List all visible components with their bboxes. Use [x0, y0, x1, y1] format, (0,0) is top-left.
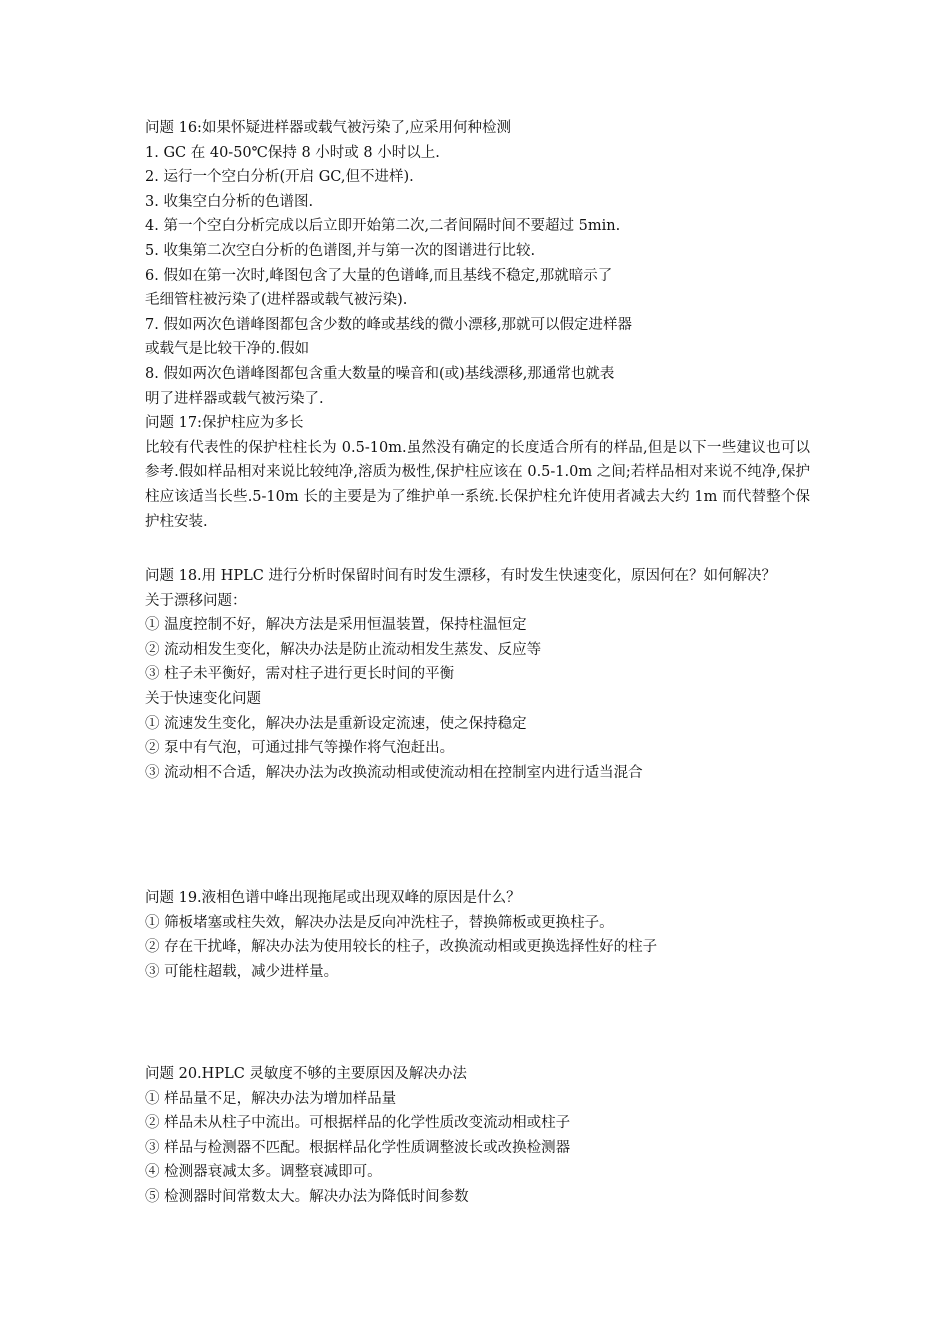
q16-line-2: 2. 运行一个空白分析(开启 GC,但不进样). [145, 169, 414, 186]
q18-drift-item-3: ③ 柱子未平衡好，需对柱子进行更长时间的平衡 [145, 666, 455, 683]
q16-line-5: 5. 收集第二次空白分析的色谱图,并与第一次的图谱进行比较. [145, 242, 536, 259]
q19-item-2: ② 存在干扰峰，解决办法为使用较长的柱子，改换流动相或更换选择性好的柱子 [145, 939, 658, 956]
section-q18 [145, 564, 810, 785]
q16-title: 问题 16:如果怀疑进样器或载气被污染了,应采用何种检测 [145, 120, 512, 136]
q18-drift-item-2: ② 流动相发生变化，解决办法是防止流动相发生蒸发、反应等 [145, 641, 542, 658]
q16-line-9: 或载气是比较干净的.假如 [145, 341, 310, 358]
section-q19 [145, 886, 810, 984]
q20-title: 问题 20.HPLC 灵敏度不够的主要原因及解决办法 [145, 1066, 467, 1082]
q18-drift-heading: 关于漂移问题： [145, 592, 247, 609]
q16-line-11: 明了进样器或载气被污染了. [145, 390, 324, 407]
q20-item-2: ② 样品未从柱子中流出。可根据样品的化学性质改变流动相或柱子 [145, 1115, 571, 1132]
q16-line-7: 毛细管柱被污染了(进样器或载气被污染). [145, 292, 408, 309]
section-q20 [145, 1062, 810, 1210]
q18-fast-heading: 关于快速变化问题 [145, 690, 261, 707]
q16-line-3: 3. 收集空白分析的色谱图. [145, 193, 314, 210]
q16-line-6: 6. 假如在第一次时,峰图包含了大量的色谱峰,而且基线不稳定,那就暗示了 [145, 267, 613, 284]
q17-title: 问题 17:保护柱应为多长 [145, 415, 304, 432]
q19-item-1: ① 筛板堵塞或柱失效，解决办法是反向冲洗柱子，替换筛板或更换柱子。 [145, 914, 614, 931]
q18-drift-item-1: ① 温度控制不好，解决方法是采用恒温装置，保持柱温恒定 [145, 617, 527, 634]
q20-item-3: ③ 样品与检测器不匹配。根据样品化学性质调整波长或改换检测器 [145, 1139, 571, 1156]
q17-body: 比较有代表性的保护柱柱长为 0.5-10m.虽然没有确定的长度适合所有的样品,但是以下一些建议也可以参考.假如样品相对来说比较纯净,溶质为极性,保护柱应该在 0.5-1.0m 之间;若样品相对来说不纯净,保护柱应该适当长些.5-10m 长的主要是为了维护单一系统.长保护柱允许使用者减去大约 1m 而代替整个保护柱安装. [145, 439, 810, 530]
q19-item-3: ③ 可能柱超载，减少进样量。 [145, 963, 339, 980]
q20-item-1: ① 样品量不足，解决办法为增加样品量 [145, 1090, 397, 1107]
section-q16-q17 [145, 116, 810, 534]
q16-line-10: 8. 假如两次色谱峰图都包含重大数量的噪音和(或)基线漂移,那通常也就表 [145, 365, 615, 382]
q18-fast-item-1: ① 流速发生变化，解决办法是重新设定流速，使之保持稳定 [145, 715, 527, 732]
q20-item-5: ⑤ 检测器时间常数太大。解决办法为降低时间参数 [145, 1188, 469, 1205]
q16-line-4: 4. 第一个空白分析完成以后立即开始第二次,二者间隔时间不要超过 5min. [145, 218, 621, 235]
q18-fast-item-2: ② 泵中有气泡，可通过排气等操作将气泡赶出。 [145, 740, 455, 757]
q18-title: 问题 18.用 HPLC 进行分析时保留时间有时发生漂移，有时发生快速变化，原因何在？如何解决？ [145, 568, 777, 584]
q19-title: 问题 19.液相色谱中峰出现拖尾或出现双峰的原因是什么？ [145, 890, 521, 906]
q16-line-1: 1. GC 在 40-50℃保持 8 小时或 8 小时以上. [145, 144, 440, 161]
q20-item-4: ④ 检测器衰减太多。调整衰减即可。 [145, 1164, 382, 1181]
q18-fast-item-3: ③ 流动相不合适，解决办法为改换流动相或使流动相在控制室内进行适当混合 [145, 764, 643, 781]
q16-line-8: 7. 假如两次色谱峰图都包含少数的峰或基线的微小漂移,那就可以假定进样器 [145, 316, 633, 333]
